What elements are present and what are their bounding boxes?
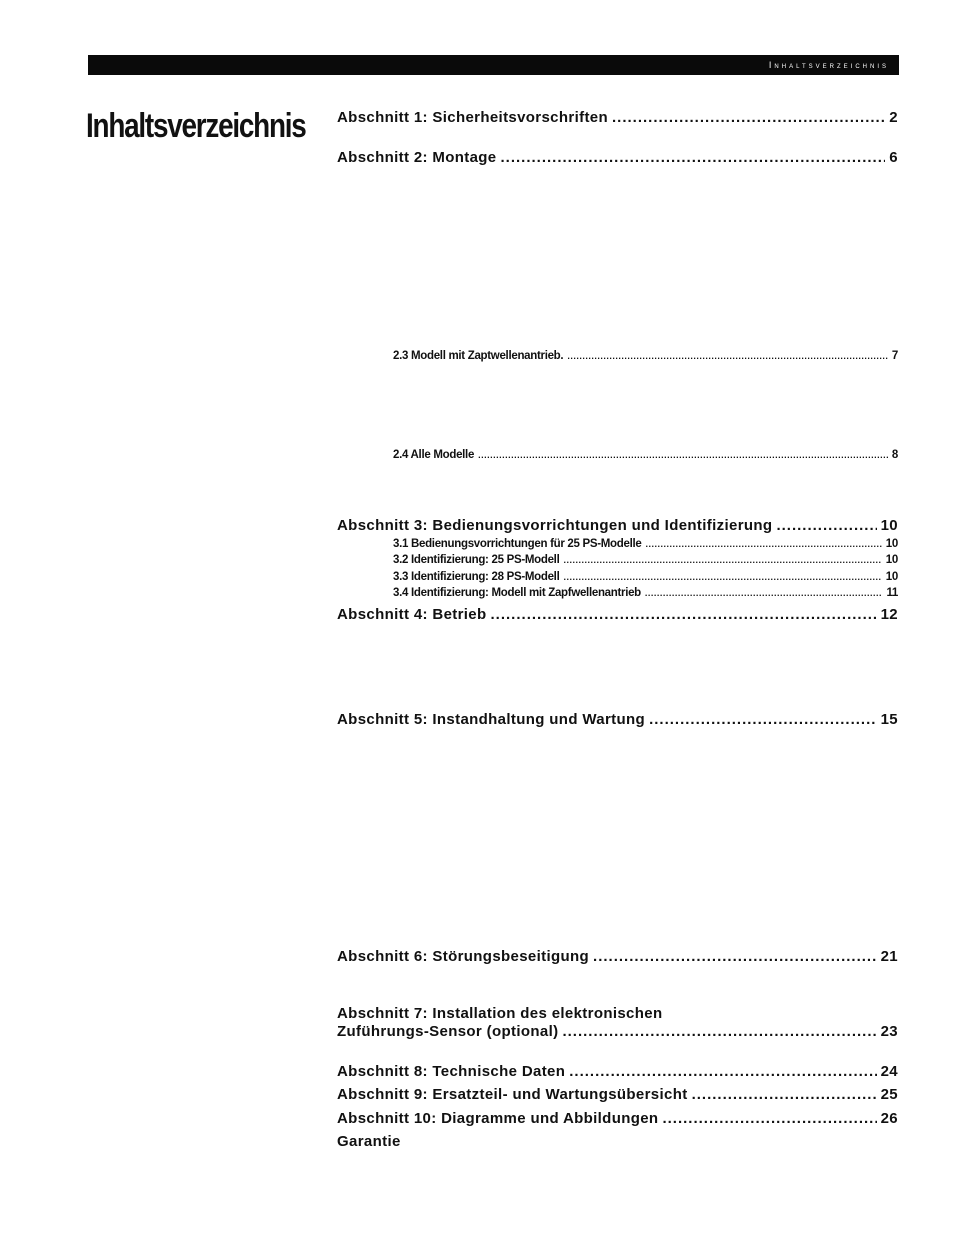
toc-entry-label: 2.3 Modell mit Zaptwellenantrieb. — [393, 350, 564, 362]
toc-entry-label: 3.2 Identifizierung: 25 PS-Modell — [393, 554, 560, 566]
toc-entry-section-3[interactable] — [337, 516, 898, 536]
toc-entry-section-9[interactable] — [337, 1085, 898, 1105]
toc-page-number: 15 — [880, 711, 898, 728]
toc-entry-label: Abschnitt 10: Diagramme und Abbildungen — [337, 1110, 659, 1127]
header-label: Inhaltsverzeichnis — [768, 60, 889, 70]
toc-entry-label: Abschnitt 3: Bedienungsvorrichtungen und Identifizierung — [337, 517, 773, 534]
toc-page-number: 24 — [880, 1063, 898, 1080]
toc-entry-label: Abschnitt 8: Technische Daten — [337, 1063, 566, 1080]
toc-dot-leader — [501, 148, 886, 168]
toc-page-number: 11 — [886, 587, 898, 599]
toc-dot-leader — [649, 710, 877, 730]
toc-entry-label: Abschnitt 1: Sicherheitsvorschriften — [337, 109, 608, 126]
toc-dot-leader — [563, 553, 881, 568]
toc-dot-leader — [569, 1062, 876, 1082]
toc-entry-label: 2.4 Alle Modelle — [393, 449, 475, 461]
toc-entry-3-3[interactable] — [393, 570, 898, 585]
toc-entry-2-4[interactable] — [393, 448, 898, 463]
toc-dot-leader — [662, 1109, 876, 1129]
toc-page-number: 26 — [880, 1110, 898, 1127]
toc-entry-section-6[interactable] — [337, 947, 898, 967]
toc-entry-section-10[interactable] — [337, 1109, 898, 1129]
toc-dot-leader — [478, 448, 888, 463]
toc-page-number: 21 — [880, 948, 898, 965]
toc-page-number: 25 — [880, 1086, 898, 1103]
toc-entry-label: Abschnitt 2: Montage — [337, 149, 497, 166]
toc-entry-label: Abschnitt 4: Betrieb — [337, 606, 487, 623]
header-bar — [88, 55, 899, 75]
toc-entry-label: 3.3 Identifizierung: 28 PS-Modell — [393, 571, 560, 583]
toc-entry-3-2[interactable] — [393, 553, 898, 568]
toc-page-number: 23 — [880, 1023, 898, 1040]
toc-page-number: 10 — [885, 538, 898, 550]
toc-page-number: 8 — [891, 449, 898, 461]
toc-dot-leader — [645, 586, 883, 601]
toc-dot-leader — [646, 537, 882, 552]
toc-entry-label: 3.1 Bedienungsvorrichtungen für 25 PS-Modelle — [393, 538, 642, 550]
toc-dot-leader — [612, 108, 885, 128]
toc-page-number: 2 — [889, 109, 898, 126]
toc-entry-label: Abschnitt 5: Instandhaltung und Wartung — [337, 711, 646, 728]
toc-entry-section-7-line-1[interactable]: Abschnitt 7: Installation des elektronischen — [337, 1005, 663, 1022]
toc-dot-leader — [593, 947, 877, 967]
toc-page-number: 10 — [880, 517, 898, 534]
toc-entry-label: Abschnitt 6: Störungsbeseitigung — [337, 948, 590, 965]
toc-dot-leader — [692, 1085, 877, 1105]
toc-entry-2-3[interactable] — [393, 349, 898, 364]
toc-page-number: 12 — [880, 606, 898, 623]
page-title: Inhaltsverzeichnis — [86, 107, 306, 145]
toc-entry-label: Abschnitt 9: Ersatzteil- und Wartungsübersicht — [337, 1086, 688, 1103]
toc-dot-leader — [563, 570, 881, 585]
toc-dot-leader — [567, 349, 888, 364]
toc-page-number: 10 — [885, 554, 898, 566]
toc-dot-leader — [562, 1022, 876, 1042]
toc-entry-section-1[interactable] — [337, 108, 898, 128]
toc-entry-section-4[interactable] — [337, 605, 898, 625]
toc-entry-section-5[interactable] — [337, 710, 898, 730]
toc-entry-section-8[interactable] — [337, 1062, 898, 1082]
toc-page-number: 10 — [885, 571, 898, 583]
toc-dot-leader — [491, 605, 877, 625]
toc-entry-label: 3.4 Identifizierung: Modell mit Zapfwellenantrieb — [393, 587, 641, 599]
toc-entry-warranty[interactable]: Garantie — [337, 1133, 401, 1150]
toc-entry-section-2[interactable] — [337, 148, 898, 168]
toc-dot-leader — [776, 516, 876, 536]
toc-entry-section-7[interactable] — [337, 1022, 898, 1042]
toc-entry-label: Zuführungs-Sensor (optional) — [337, 1023, 559, 1040]
toc-page-number: 6 — [889, 149, 898, 166]
toc-entry-3-4[interactable] — [393, 586, 898, 601]
toc-page-number: 7 — [891, 350, 898, 362]
toc-entry-3-1[interactable] — [393, 537, 898, 552]
